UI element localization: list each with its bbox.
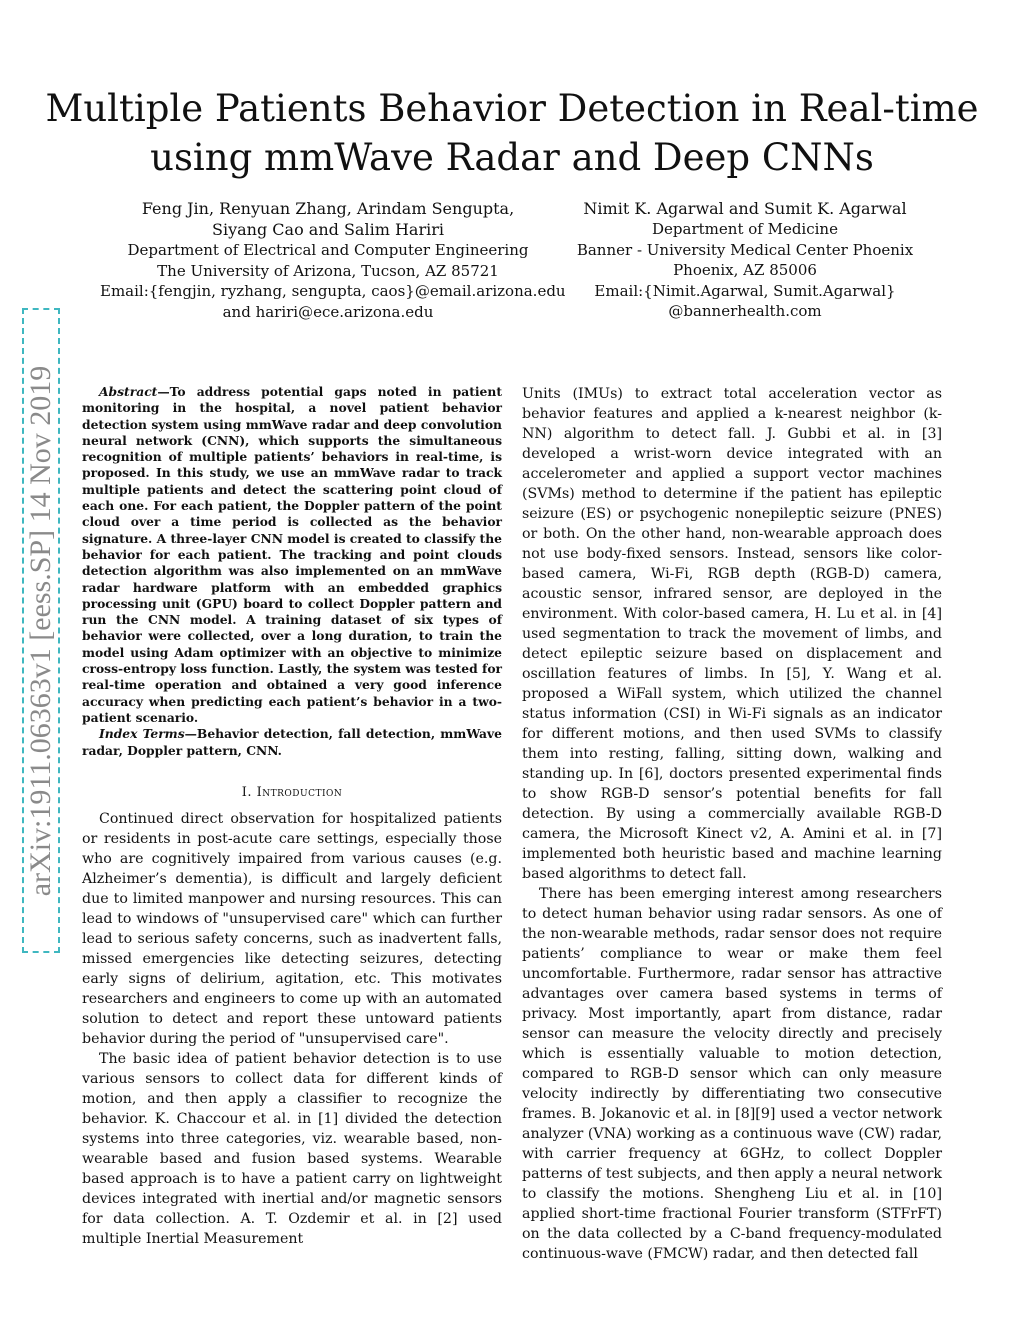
abstract: Abstract—To address potential gaps noted in patient monitoring in the hospital, a novel patient behavior detection system using mmWave radar and deep convolution neural network (CNN), which supports the simultaneous recognition of multiple patients’ behaviors in real-time, is proposed. In this study, we use an mmWave radar to track multiple patients and detect the scattering point cloud of each one. For each patient, the Doppler pattern of the point cloud over a time period is collected as the behavior signature. A three-layer CNN model is created to classify the behavior for each patient. The tracking and point clouds detection algorithm was also implemented on an mmWave radar hardware platform with an embedded graphics processing unit (GPU) board to collect Doppler pattern and run the CNN model. A training dataset of six types of behavior were collected, over a long duration, to train the model using Adam optimizer with an objective to minimize cross-entropy loss function. Lastly, the system was tested for real-time operation and obtained a very good inference accuracy when predicting each patient’s behavior in a two-patient scenario. (82, 384, 502, 725)
section-numeral: I. (241, 784, 257, 800)
abstract-text: To address potential gaps noted in patient monitoring in the hospital, a novel patient behavior detection system using mmWave radar and deep convolution neural network (CNN), which supports the simultaneous recognition of multiple patients’ behaviors in real-time, is proposed. In this study, we use an mmWave radar to track multiple patients and detect the scattering point cloud of each one. For each patient, the Doppler pattern of the point cloud over a time period is collected as the behavior signature. A three-layer CNN model is created to classify the behavior for each patient. The tracking and point clouds detection algorithm was also implemented on an mmWave radar hardware platform with an embedded graphics processing unit (GPU) board to collect Doppler pattern and run the CNN model. A training dataset of six types of behavior were collected, over a long duration, to train the model using Adam optimizer with an objective to minimize cross-entropy loss function. Lastly, the system was tested for real-time operation and obtained a very good inference accuracy when predicting each patient’s behavior in a two-patient scenario. (82, 384, 502, 725)
arxiv-identifier: arXiv:1911.06363v1 [eess.SP] 14 Nov 2019 (24, 365, 57, 896)
index-terms: Index Terms—Behavior detection, fall detection, mmWave radar, Doppler pattern, CNN. (82, 726, 502, 758)
right-column (522, 384, 942, 1264)
body-paragraph: Continued direct observation for hospitalized patients or residents in post-acute care settings, especially those who are cognitively impaired from various causes (e.g. Alzheimer’s dementia), is difficult and largely deficient due to limited manpower and nursing resources. This can lead to windows of "unsupervised care" which can further lead to serious safety concerns, such as inadvertent falls, missed emergencies like detecting seizures, detecting early signs of delirium, agitation, etc. This motivates researchers and engineers to come up with an automated solution to detect and report these untoward patients behavior during the period of "unsupervised care". (82, 810, 502, 1047)
section-heading (82, 785, 502, 801)
title-line-2: using mmWave Radar and Deep CNNs (150, 136, 874, 179)
author-email-line-1: Email:{Nimit.Agarwal, Sumit.Agarwal} (594, 281, 896, 300)
author-names-line-2: Siyang Cao and Salim Hariri (212, 220, 444, 239)
author-block-right (560, 198, 930, 322)
title-line-1: Multiple Patients Behavior Detection in Real-time (45, 87, 979, 130)
abstract-label: Abstract (99, 384, 158, 399)
author-department: Department of Medicine (652, 220, 838, 238)
author-department: Department of Electrical and Computer Engineering (127, 241, 529, 259)
author-names-line-1: Feng Jin, Renyuan Zhang, Arindam Sengupta, (141, 199, 515, 218)
author-block-left (100, 198, 566, 322)
section-title: Introduction (256, 784, 343, 800)
body-paragraph: There has been emerging interest among researchers to detect human behavior using radar sensors. As one of the non-wearable methods, radar sensor does not require patients’ compliance to wear or make them feel uncomfortable. Furthermore, radar sensor has attractive advantages over camera based systems in terms of privacy. Most importantly, apart from distance, radar sensor can measure the velocity directly and precisely which is essentially valuable to motion detection, compared to RGB-D sensor which can only measure velocity indirectly by differentiating two consecutive frames. B. Jokanovic et al. in [8][9] used a vector network analyzer (VNA) working as a continuous wave (CW) radar, with carrier frequency at 6GHz, to collect Doppler patterns of test subjects, and then apply a neural network to classify the motions. Shengheng Liu et al. in [10] applied short-time fractional Fourier transform (STFrFT) on the data collected by a C-band frequency-modulated continuous-wave (FMCW) radar, and then detected fall (522, 886, 942, 1262)
author-email-line-1: Email:{fengjin, ryzhang, sengupta, caos}@email.arizona.edu (100, 282, 566, 300)
index-terms-text: Behavior detection, fall detection, mmWave radar, Doppler pattern, CNN. (82, 726, 502, 758)
author-location: Phoenix, AZ 85006 (673, 261, 817, 279)
left-column (82, 384, 502, 1249)
paper-title (40, 84, 984, 182)
arxiv-stamp (22, 308, 60, 953)
index-terms-label: Index Terms (99, 726, 185, 742)
author-email-line-2: @bannerhealth.com (668, 302, 822, 320)
author-email-line-2: and hariri@ece.arizona.edu (222, 302, 434, 321)
body-paragraph: Units (IMUs) to extract total acceleration vector as behavior features and applied a k-nearest neighbor (k-NN) algorithm to detect fall. J. Gubbi et al. in [3] developed a wrist-worn device integrated with an accelerometer and applied a support vector machines (SVMs) method to determine if the patient has epileptic seizure (ES) or psychogenic nonepileptic seizure (PNES) or both. On the other hand, non-wearable approach does not use body-fixed sensors. Instead, sensors like color-based camera, Wi-Fi, RGB depth (RGB-D) camera, acoustic sensor, infrared sensor, are deployed in the environment. With color-based camera, H. Lu et al. in [4] used segmentation to track the movement of limbs, and detect epileptic seizure based on displacement and oscillation features of limbs. In [5], Y. Wang et al. proposed a WiFall system, which utilized the channel status information (CSI) in Wi-Fi signals as an indicator for different motions, and then used SVMs to classify them into resting, falling, sitting down, walking and standing up. In [6], doctors presented experimental finds to show RGB-D sensor’s potential benefits for fall detection. By using a commercially available RGB-D camera, the Microsoft Kinect v2, A. Amini et al. in [7] implemented both heuristic based and machine learning based algorithms to detect fall. (522, 386, 942, 882)
author-institution: Banner - University Medical Center Phoenix (576, 240, 914, 259)
body-paragraph: The basic idea of patient behavior detection is to use various sensors to collect data for different kinds of motion, and then apply a classifier to recognize the behavior. K. Chaccour et al. in [1] divided the detection systems into three categories, viz. wearable based, non-wearable based and fusion based systems. Wearable based approach is to have a patient carry on lightweight devices integrated with inertial and/or magnetic sensors for data collection. A. T. Ozdemir et al. in [2] used multiple Inertial Measurement (82, 1050, 502, 1247)
author-institution: The University of Arizona, Tucson, AZ 85721 (157, 261, 499, 280)
author-names: Nimit K. Agarwal and Sumit K. Agarwal (583, 199, 907, 218)
